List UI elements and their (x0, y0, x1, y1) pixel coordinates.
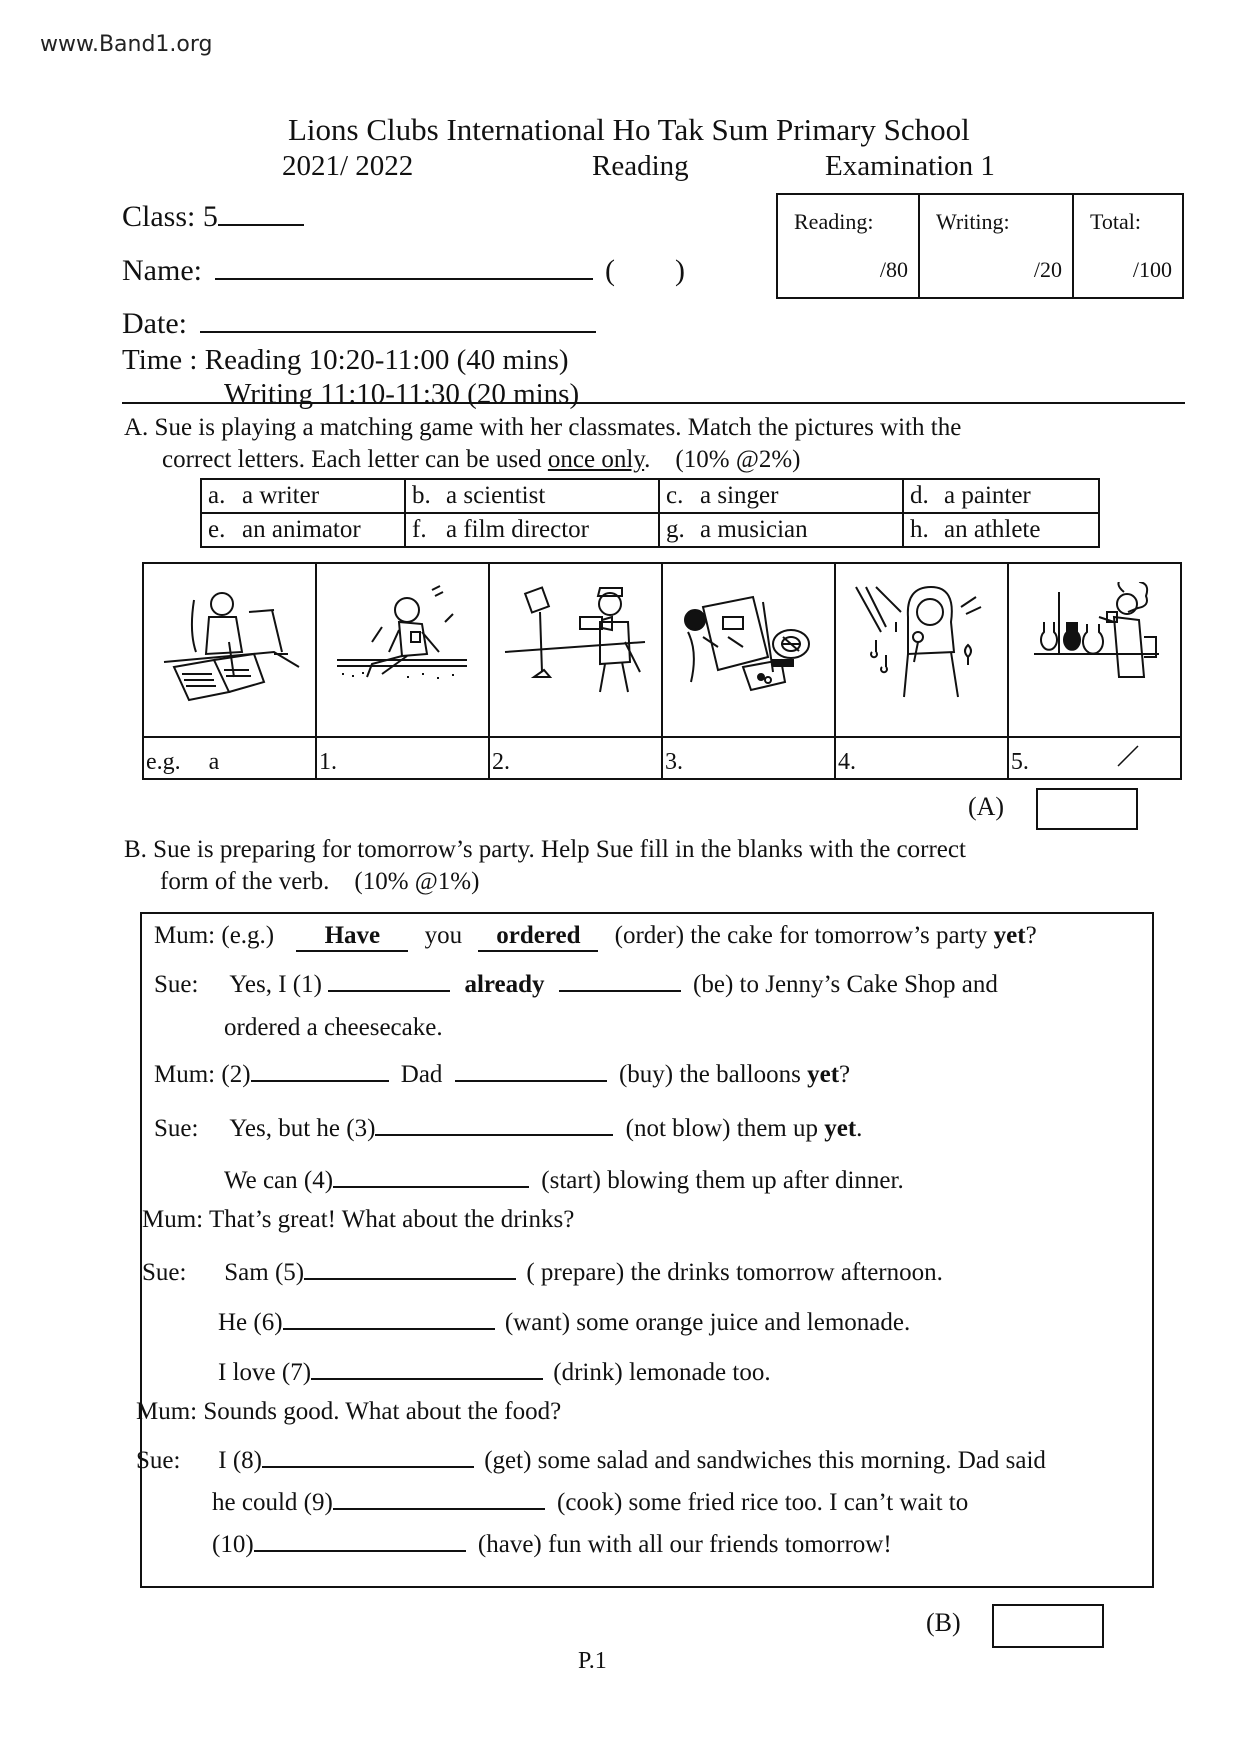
score-cell-reading[interactable] (777, 194, 919, 298)
option-a (201, 479, 405, 513)
dialogue-text: We can (4) (224, 1167, 334, 1194)
option-c (659, 479, 903, 513)
score-label: Reading: (794, 209, 874, 234)
option-g (659, 513, 903, 547)
answer-blank-7[interactable] (311, 1356, 543, 1380)
instruction-emphasis: once only (547, 446, 645, 473)
exam-subject: Reading (592, 150, 689, 182)
score-label: Writing: (936, 209, 1010, 234)
picture-answer-cell[interactable] (143, 737, 316, 779)
answer-blank-1b[interactable] (559, 968, 681, 992)
dialogue-line-1 (154, 968, 998, 999)
dialogue-line-11 (212, 1486, 968, 1517)
name-blank[interactable] (215, 252, 593, 280)
options-row (201, 479, 1099, 513)
dialogue-line-2 (154, 1058, 850, 1089)
speaker-label: Mum: (154, 922, 216, 949)
option-key: b. (412, 482, 431, 509)
option-key: f. (412, 516, 427, 543)
section-a-instruction-1: A. Sue is playing a matching game with her classmates. Match the pictures with the (124, 414, 962, 441)
class-field[interactable] (122, 198, 304, 234)
page-number: P.1 (578, 1648, 607, 1674)
answer-blank-6[interactable] (283, 1306, 495, 1330)
options-row (201, 513, 1099, 547)
time-writing: Writing 11:10-11:30 (20 mins) (224, 378, 580, 410)
dialogue-line-7 (218, 1306, 910, 1337)
speaker-label: Mum: (142, 1206, 204, 1233)
dialogue-text: (not blow) them up (625, 1115, 825, 1142)
score-table (776, 193, 1184, 299)
time-reading: Reading 10:20-11:00 (40 mins) (204, 344, 569, 376)
dialogue-text: (be) to Jenny’s Cake Shop and (693, 971, 998, 998)
dialogue-text: Sounds good. What about the food? (203, 1398, 562, 1425)
dialogue-example (154, 922, 1037, 952)
option-text: a singer (700, 482, 779, 509)
option-f (405, 513, 659, 547)
dialogue-text: (cook) some fried rice too. I can’t wait to (557, 1489, 969, 1516)
watermark-url: www.Band1.org (40, 32, 213, 57)
dialogue-line-8 (218, 1356, 771, 1387)
option-b (405, 479, 659, 513)
dialogue-line-5 (142, 1206, 574, 1234)
pen-mark-icon (1116, 744, 1140, 768)
singer-illustration-icon (846, 582, 996, 702)
section-b-score-label: (B) (926, 1608, 961, 1637)
options-table (200, 478, 1100, 548)
option-text: an athlete (944, 516, 1041, 543)
option-key: e. (208, 516, 226, 543)
section-a-score-label: (A) (968, 792, 1005, 821)
section-b-instruction-1: B. Sue is preparing for tomorrow’s party. Help Sue fill in the blanks with the correct (124, 836, 966, 863)
score-max: /20 (1033, 257, 1062, 282)
dialogue-line-4 (224, 1164, 904, 1195)
speaker-label: Mum: (136, 1398, 198, 1425)
picture-cell (835, 563, 1008, 737)
picture-cell (489, 563, 662, 737)
dialogue-text: he could (9) (212, 1489, 333, 1516)
picture-answer-cell[interactable] (835, 737, 1008, 779)
score-cell-writing[interactable] (919, 194, 1073, 298)
class-label: Class: 5 (122, 200, 218, 233)
section-a-instruction-2 (162, 444, 801, 476)
option-h (903, 513, 1099, 547)
picture-label: 5. (1010, 749, 1029, 775)
date-field[interactable] (122, 305, 596, 341)
option-e (201, 513, 405, 547)
dialogue-line-6 (142, 1256, 943, 1287)
header-divider (122, 402, 1185, 404)
film-director-illustration-icon (500, 582, 650, 702)
keyword: yet (993, 922, 1026, 949)
score-max: /80 (879, 257, 908, 282)
score-cell-total[interactable] (1073, 194, 1183, 298)
answer-blank-8[interactable] (262, 1444, 474, 1468)
picture-cell (316, 563, 489, 737)
dialogue-line-3 (154, 1112, 862, 1143)
option-key: d. (910, 482, 929, 509)
dialogue-line-9 (136, 1398, 561, 1426)
scientist-illustration-icon (1019, 582, 1169, 702)
example-answer: ordered (478, 922, 598, 952)
answer-blank-1a[interactable] (328, 968, 450, 992)
dialogue-text: He (6) (218, 1309, 283, 1336)
answer-blank-5[interactable] (304, 1256, 516, 1280)
picture-label: 2. (491, 749, 510, 775)
dialogue-text: That’s great! What about the drinks? (208, 1206, 575, 1233)
picture-example-answer: a (208, 749, 220, 775)
option-text: a scientist (446, 482, 546, 509)
option-text: a painter (944, 482, 1031, 509)
option-text: a film director (446, 516, 589, 543)
exam-name: Examination 1 (825, 150, 995, 182)
score-label: Total: (1090, 209, 1142, 234)
dialogue-text: (10) (212, 1531, 254, 1558)
picture-label: 3. (664, 749, 683, 775)
time-label: Time : (122, 344, 198, 376)
school-name: Lions Clubs International Ho Tak Sum Primary School (288, 112, 970, 147)
name-label: Name: (122, 254, 202, 287)
date-label: Date: (122, 307, 187, 340)
keyword: yet (824, 1115, 857, 1142)
speaker-label: Mum: (154, 1061, 216, 1088)
picture-matching-grid (142, 562, 1182, 780)
speaker-label: Sue: (154, 971, 199, 998)
picture-answer-cell[interactable] (662, 737, 835, 779)
dialogue-text: (want) some orange juice and lemonade. (504, 1309, 911, 1336)
option-d (903, 479, 1099, 513)
picture-cell (662, 563, 835, 737)
keyword: already (464, 971, 545, 998)
score-max: /100 (1132, 257, 1172, 282)
dialogue-text: (get) some salad and sandwiches this morning. Dad said (484, 1447, 1046, 1474)
dialogue-box (136, 912, 1154, 1588)
dialogue-text: Yes, I (1) (229, 971, 322, 998)
answer-blank-4[interactable] (333, 1164, 529, 1188)
dialogue-line-10 (136, 1444, 1046, 1475)
dialogue-text: (2) (221, 1061, 251, 1088)
speaker-label: Sue: (142, 1259, 187, 1286)
answer-blank-9[interactable] (333, 1486, 545, 1510)
dialogue-text: . (856, 1115, 863, 1142)
picture-cell (1008, 563, 1181, 737)
instruction-text: correct letters. Each letter can be used (162, 446, 548, 473)
answer-blank-2a[interactable] (251, 1058, 389, 1082)
dialogue-text: (have) fun with all our friends tomorrow! (477, 1531, 892, 1558)
dialogue-text: ( prepare) the drinks tomorrow afternoon. (526, 1259, 943, 1286)
section-b-score-box[interactable] (992, 1604, 1104, 1648)
option-key: h. (910, 516, 929, 543)
dialogue-text: (buy) the balloons (618, 1061, 808, 1088)
time-line-reading (122, 344, 569, 377)
dialogue-text: I (8) (218, 1447, 262, 1474)
option-text: a writer (242, 482, 320, 509)
option-key: a. (208, 482, 226, 509)
athlete-illustration-icon (327, 582, 477, 702)
instruction-marks: . (10% @2%) (644, 446, 801, 473)
section-b-instruction-2: form of the verb. (10% @1%) (160, 868, 480, 895)
dialogue-line-12 (212, 1528, 892, 1559)
dialogue-text: ? (1025, 922, 1037, 949)
painter-illustration-icon (673, 582, 823, 702)
dialogue-text: Yes, but he (3) (229, 1115, 376, 1142)
speaker-label: Sue: (136, 1447, 181, 1474)
name-field[interactable] (122, 252, 685, 288)
class-number-brackets: ( ) (604, 254, 685, 287)
answer-blank-10[interactable] (254, 1528, 466, 1552)
picture-answer-cell[interactable] (1008, 737, 1181, 779)
dialogue-text: (start) blowing them up after dinner. (541, 1167, 904, 1194)
dialogue-text: I love (7) (218, 1359, 312, 1386)
picture-answer-cell[interactable] (316, 737, 489, 779)
dialogue-text: (order) the cake for tomorrow’s party (614, 922, 994, 949)
option-key: c. (666, 482, 684, 509)
school-year: 2021/ 2022 (282, 150, 414, 182)
dialogue-line-1-cont: ordered a cheesecake. (224, 1014, 443, 1041)
dialogue-text: you (424, 922, 463, 949)
picture-answer-cell[interactable] (489, 737, 662, 779)
example-prefix: (e.g.) (221, 922, 275, 949)
dialogue-text: Dad (400, 1061, 443, 1088)
class-blank[interactable] (218, 198, 304, 226)
keyword: yet (807, 1061, 840, 1088)
dialogue-text: (drink) lemonade too. (553, 1359, 771, 1386)
picture-label: e.g. (146, 749, 181, 775)
picture-label: 4. (837, 749, 856, 775)
option-text: an animator (242, 516, 361, 543)
speaker-label: Sue: (154, 1115, 199, 1142)
dialogue-text: ? (839, 1061, 851, 1088)
option-text: a musician (700, 516, 808, 543)
writer-illustration-icon (154, 582, 304, 702)
date-blank[interactable] (200, 305, 596, 333)
picture-cell (143, 563, 316, 737)
answer-blank-2b[interactable] (455, 1058, 607, 1082)
example-answer: Have (296, 922, 408, 952)
section-a-score-box[interactable] (1036, 788, 1138, 830)
answer-blank-3[interactable] (375, 1112, 613, 1136)
picture-label: 1. (318, 749, 337, 775)
dialogue-text: Sam (5) (224, 1259, 305, 1286)
option-key: g. (666, 516, 685, 543)
